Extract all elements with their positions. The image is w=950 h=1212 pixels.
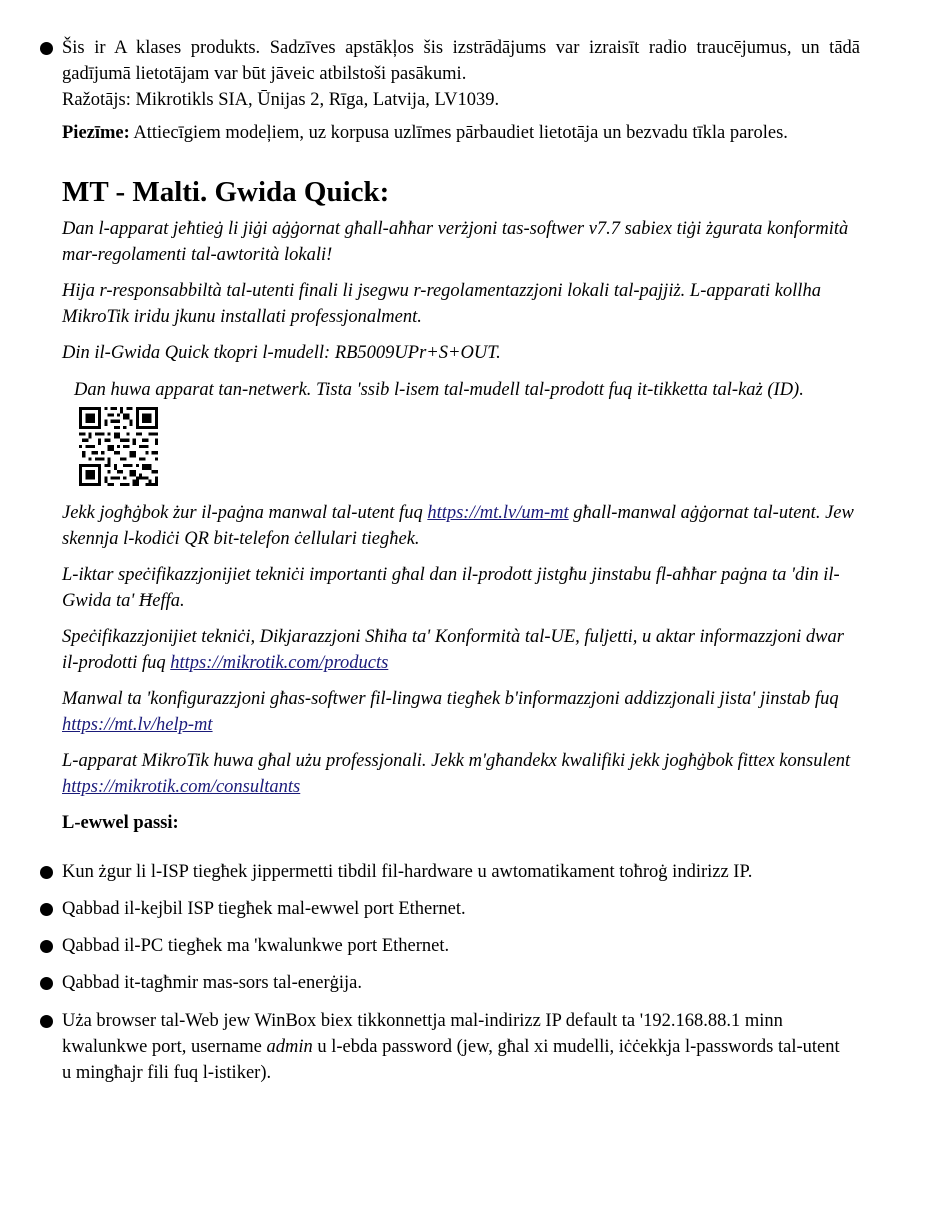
manufacturer-text: Ražotājs: Mikrotikls SIA, Ūnijas 2, Rīga, Latvija, LV1039. <box>62 90 500 110</box>
paragraph-consultants <box>62 749 862 800</box>
bullet-dot-icon <box>40 940 53 953</box>
bullet-dot-icon <box>40 42 53 55</box>
qr-code-icon <box>79 407 158 486</box>
regulatory-bullet <box>62 35 860 113</box>
user-manual-text: Jekk jogħġbok żur il-paġna manwal tal-utent fuq <box>62 503 428 523</box>
products-link[interactable]: https://mikrotik.com/products <box>170 652 389 673</box>
paragraph-user-manual <box>62 501 862 552</box>
step-text: Qabbad it-tagħmir mas-sors tal-enerġija. <box>62 973 363 993</box>
list-item <box>62 859 860 885</box>
page-title: MT - Malti. Gwida Quick: <box>62 176 390 208</box>
regulatory-text: Šis ir A klases produkts. Sadzīves apstākļos šis izstrādājums var izraisīt radio traucējumus, un tādā gadījumā lietotājam var būt jāveic atbilstoši pasākumi. <box>62 38 860 84</box>
paragraph-model: Din il-Gwida Quick tkopri l-mudell: RB5009UPr+S+OUT. <box>62 343 501 363</box>
paragraph-specs-last-page: L-iktar speċifikazzjonijiet tekniċi importanti għal dan il-prodott jistgħu jinstabu fl-aħħar paġna ta 'din il-Gwida ta' Ħeffa. <box>62 565 840 611</box>
bullet-dot-icon <box>40 866 53 879</box>
list-item <box>62 970 860 996</box>
note-label: Piezīme: <box>62 123 130 143</box>
first-steps-heading: L-ewwel passi: <box>62 813 179 833</box>
user-manual-link[interactable]: https://mt.lv/um-mt <box>427 503 569 523</box>
paragraph-help <box>62 687 862 738</box>
list-item <box>62 896 860 922</box>
step-text: Uża browser tal-Web jew WinBox biex tikkonnettja mal-indirizz IP default ta '192.168.88.1 minn kwalunkwe port, username <box>62 1011 783 1057</box>
step-text: Qabbad il-kejbil ISP tiegħek mal-ewwel port Ethernet. <box>62 899 466 919</box>
note-text: Attiecīgiem modeļiem, uz korpusa uzlīmes pārbaudiet lietotāja un bezvadu tīkla paroles. <box>133 123 788 143</box>
list-item <box>62 1008 842 1086</box>
user-manual-text-end: għall-manwal aġġornat tal-utent. Jew skennja l-kodiċi QR bit-telefon ċellulari tiegħek. <box>62 503 854 549</box>
help-link[interactable]: https://mt.lv/help-mt <box>62 714 213 735</box>
bullet-dot-icon <box>40 903 53 916</box>
step-text: Kun żgur li l-ISP tiegħek jippermetti tibdil fil-hardware u awtomatikament toħroġ indirizz IP. <box>62 862 753 882</box>
bullet-dot-icon <box>40 977 53 990</box>
help-text: Manwal ta 'konfigurazzjoni għas-softwer fil-lingwa tiegħek b'informazzjoni addizzjonali jista' jinstab fuq <box>62 689 839 709</box>
products-text: Speċifikazzjonijiet tekniċi, Dikjarazzjoni Sħiħa ta' Konformità tal-UE, fuljetti, u aktar informazzjoni dwar il-prodotti fuq <box>62 627 844 673</box>
step-text-end: u l-ebda password (jew, għal xi mudelli, iċċekkja l-passwords tal-utent u mingħajr fili fuq l-istiker). <box>62 1037 840 1083</box>
step-text: Qabbad il-PC tiegħek ma 'kwalunkwe port Ethernet. <box>62 936 450 956</box>
paragraph-network-device: Dan huwa apparat tan-netwerk. Tista 'ssib l-isem tal-mudell tal-prodott fuq it-tikketta tal-każ (ID). <box>74 380 804 400</box>
username-admin: admin <box>266 1037 313 1057</box>
consultants-text: L-apparat MikroTik huwa għal użu professjonali. Jekk m'għandekx kwalifiki jekk jogħġbok fittex konsulent <box>62 751 851 771</box>
consultants-link[interactable]: https://mikrotik.com/consultants <box>62 776 301 797</box>
paragraph-responsibility: Hija r-responsabbiltà tal-utenti finali li jsegwu r-regolamentazzjoni lokali tal-pajjiż. L-apparati kollha MikroTik iridu jkunu installati professjonalment. <box>62 281 821 327</box>
note <box>62 121 862 147</box>
bullet-dot-icon <box>40 1015 53 1028</box>
paragraph-software-update: Dan l-apparat jeħtieġ li jiġi aġġornat għall-aħħar verżjoni tas-softwer v7.7 sabiex tiġi żgurata konformità mar-regolamenti tal-awtorità lokali! <box>62 219 849 265</box>
paragraph-products <box>62 625 862 676</box>
list-item <box>62 933 860 959</box>
